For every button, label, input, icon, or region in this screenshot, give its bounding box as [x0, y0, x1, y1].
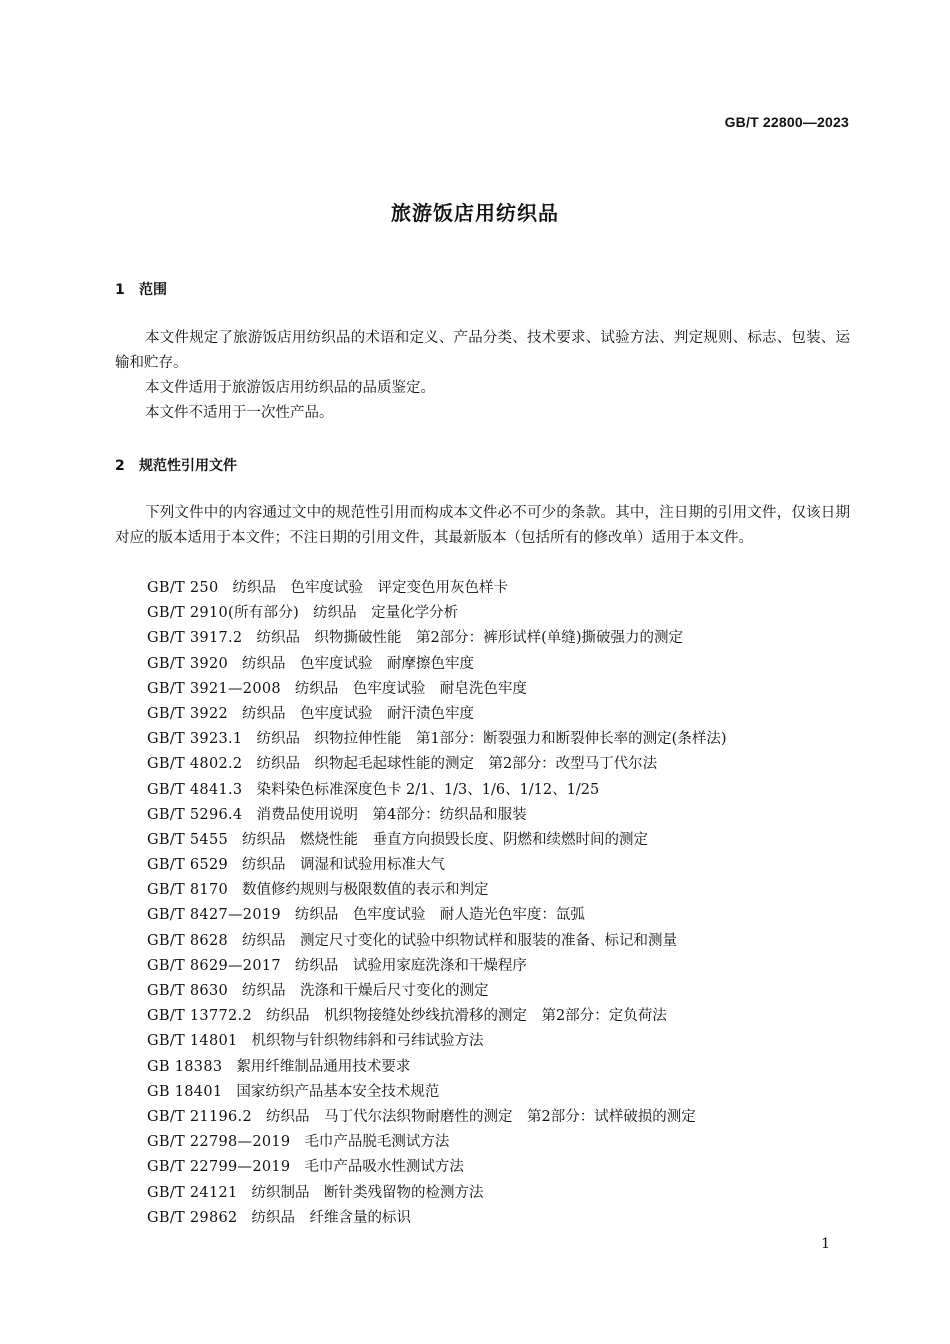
reference-item: [147, 576, 727, 601]
reference-item: [147, 954, 727, 979]
section-1-title: 范围: [139, 282, 167, 298]
reference-code: GB/T 24121: [147, 1184, 238, 1201]
reference-item: [147, 1155, 727, 1180]
reference-code: GB/T 3920: [147, 655, 229, 672]
reference-code: GB/T 29862: [147, 1209, 238, 1226]
section-2-number: 2: [115, 458, 125, 474]
reference-item: [147, 601, 727, 626]
reference-item: [147, 1130, 727, 1155]
reference-title: 纺织品 色牢度试验 耐人造光色牢度：氙弧: [294, 907, 585, 924]
standard-code: GB/T 22800—2023: [724, 114, 849, 130]
reference-item: [147, 903, 727, 928]
reference-code: GB/T 8628: [147, 932, 229, 949]
reference-code: GB/T 4802.2: [147, 756, 243, 773]
reference-title: 纺织品 测定尺寸变化的试验中织物试样和服装的准备、标记和测量: [242, 932, 678, 949]
reference-title: 纺织品 织物撕破性能 第2部分：裤形试样(单缝)撕破强力的测定: [256, 630, 683, 647]
reference-item: [147, 727, 727, 752]
reference-title: 纺织品 纤维含量的标识: [251, 1209, 412, 1226]
reference-code: GB/T 250: [147, 580, 219, 596]
reference-item: [147, 752, 727, 777]
reference-item: [147, 1105, 727, 1130]
reference-title: 纺织品 洗涤和干燥后尺寸变化的测定: [242, 983, 489, 999]
reference-code: GB/T 21196.2: [147, 1108, 252, 1125]
reference-title: 纺织品 试验用家庭洗涤和干燥程序: [294, 957, 527, 974]
reference-title: 絮用纤维制品通用技术要求: [236, 1058, 411, 1075]
section-1-number: 1: [115, 282, 125, 298]
reference-item: [147, 1029, 727, 1054]
reference-item: [147, 778, 727, 803]
reference-item: [147, 1181, 727, 1206]
reference-title: 纺织制品 断针类残留物的检测方法: [251, 1184, 484, 1201]
reference-code: GB/T 3917.2: [147, 630, 243, 647]
reference-title: 纺织品 色牢度试验 耐皂洗色牢度: [294, 680, 527, 697]
reference-code: GB/T 8629—2017: [147, 957, 281, 974]
reference-code: GB/T 3922: [147, 705, 229, 722]
section-2-intro: 下列文件中的内容通过文中的规范性引用而构成本文件必不可少的条款。其中，注日期的引用文件，仅该日期对应的版本适用于本文件；不注日期的引用文件，其最新版本（包括所有的修改单）适用于本文件。: [115, 505, 850, 546]
reference-title: 消费品使用说明 第4部分：纺织品和服装: [256, 806, 527, 823]
section-1-heading: [115, 279, 167, 299]
reference-code: GB/T 8630: [147, 983, 229, 999]
reference-code: GB/T 8427—2019: [147, 907, 281, 924]
page-number: 1: [821, 1236, 830, 1252]
reference-code: GB/T 3923.1: [147, 731, 243, 748]
reference-title: 毛巾产品吸水性测试方法: [304, 1159, 464, 1176]
reference-item: [147, 979, 727, 1004]
reference-code: GB/T 14801: [147, 1033, 238, 1050]
reference-title: 纺织品 马丁代尔法织物耐磨性的测定 第2部分：试样破损的测定: [265, 1108, 696, 1125]
reference-item: [147, 1004, 727, 1029]
reference-title: 纺织品 色牢度试验 耐汗渍色牢度: [242, 705, 475, 722]
reference-item: [147, 1055, 727, 1080]
section-1-paragraph-3: 本文件不适用于一次性产品。: [145, 405, 334, 421]
reference-title: 数值修约规则与极限数值的表示和判定: [242, 882, 489, 899]
reference-code: GB/T 22798—2019: [147, 1134, 291, 1151]
reference-title: 纺织品 机织物接缝处纱线抗滑移的测定 第2部分：定负荷法: [265, 1008, 667, 1025]
section-2-heading: [115, 455, 237, 475]
reference-title: 毛巾产品脱毛测试方法: [304, 1134, 450, 1151]
reference-item: [147, 853, 727, 878]
document-title: 旅游饭店用纺织品: [391, 201, 559, 225]
reference-title: 国家纺织产品基本安全技术规范: [236, 1083, 440, 1100]
reference-item: [147, 1080, 727, 1105]
reference-title: 纺织品 织物拉伸性能 第1部分：断裂强力和断裂伸长率的测定(条样法): [256, 731, 727, 748]
reference-list: [147, 576, 727, 1231]
reference-item: [147, 878, 727, 903]
section-2-title: 规范性引用文件: [139, 458, 237, 474]
reference-item: [147, 803, 727, 828]
reference-title: 纺织品 色牢度试验 评定变色用灰色样卡: [232, 580, 508, 596]
reference-title: 机织物与针织物纬斜和弓纬试验方法: [251, 1033, 484, 1050]
reference-code: GB/T 13772.2: [147, 1008, 252, 1025]
reference-title: 染料染色标准深度色卡 2/1、1/3、1/6、1/12、1/25: [256, 781, 600, 798]
reference-code: GB 18401: [147, 1083, 223, 1100]
reference-code: GB/T 22799—2019: [147, 1159, 291, 1176]
reference-code: GB/T 5455: [147, 831, 229, 848]
reference-item: [147, 828, 727, 853]
reference-title: 纺织品 定量化学分析: [313, 605, 459, 622]
reference-item: [147, 702, 727, 727]
reference-item: [147, 652, 727, 677]
reference-item: [147, 1206, 727, 1231]
section-1-paragraph-2: 本文件适用于旅游饭店用纺织品的品质鉴定。: [145, 380, 435, 396]
reference-code: GB/T 3921—2008: [147, 680, 281, 697]
reference-code: GB/T 8170: [147, 882, 229, 899]
reference-item: [147, 677, 727, 702]
reference-title: 纺织品 调湿和试验用标准大气: [242, 857, 446, 874]
reference-code: GB/T 6529: [147, 857, 229, 874]
reference-title: 纺织品 织物起毛起球性能的测定 第2部分：改型马丁代尔法: [256, 756, 658, 773]
reference-code: GB/T 5296.4: [147, 806, 243, 823]
section-1-paragraph-1: 本文件规定了旅游饭店用纺织品的术语和定义、产品分类、技术要求、试验方法、判定规则、标志、包装、运输和贮存。: [115, 330, 850, 371]
reference-code: GB 18383: [147, 1058, 223, 1075]
reference-title: 纺织品 燃烧性能 垂直方向损毁长度、阴燃和续燃时间的测定: [242, 831, 649, 848]
reference-code: GB/T 4841.3: [147, 781, 243, 798]
reference-code: GB/T 2910(所有部分): [147, 605, 300, 622]
reference-title: 纺织品 色牢度试验 耐摩擦色牢度: [242, 655, 475, 672]
reference-item: [147, 626, 727, 651]
reference-item: [147, 929, 727, 954]
